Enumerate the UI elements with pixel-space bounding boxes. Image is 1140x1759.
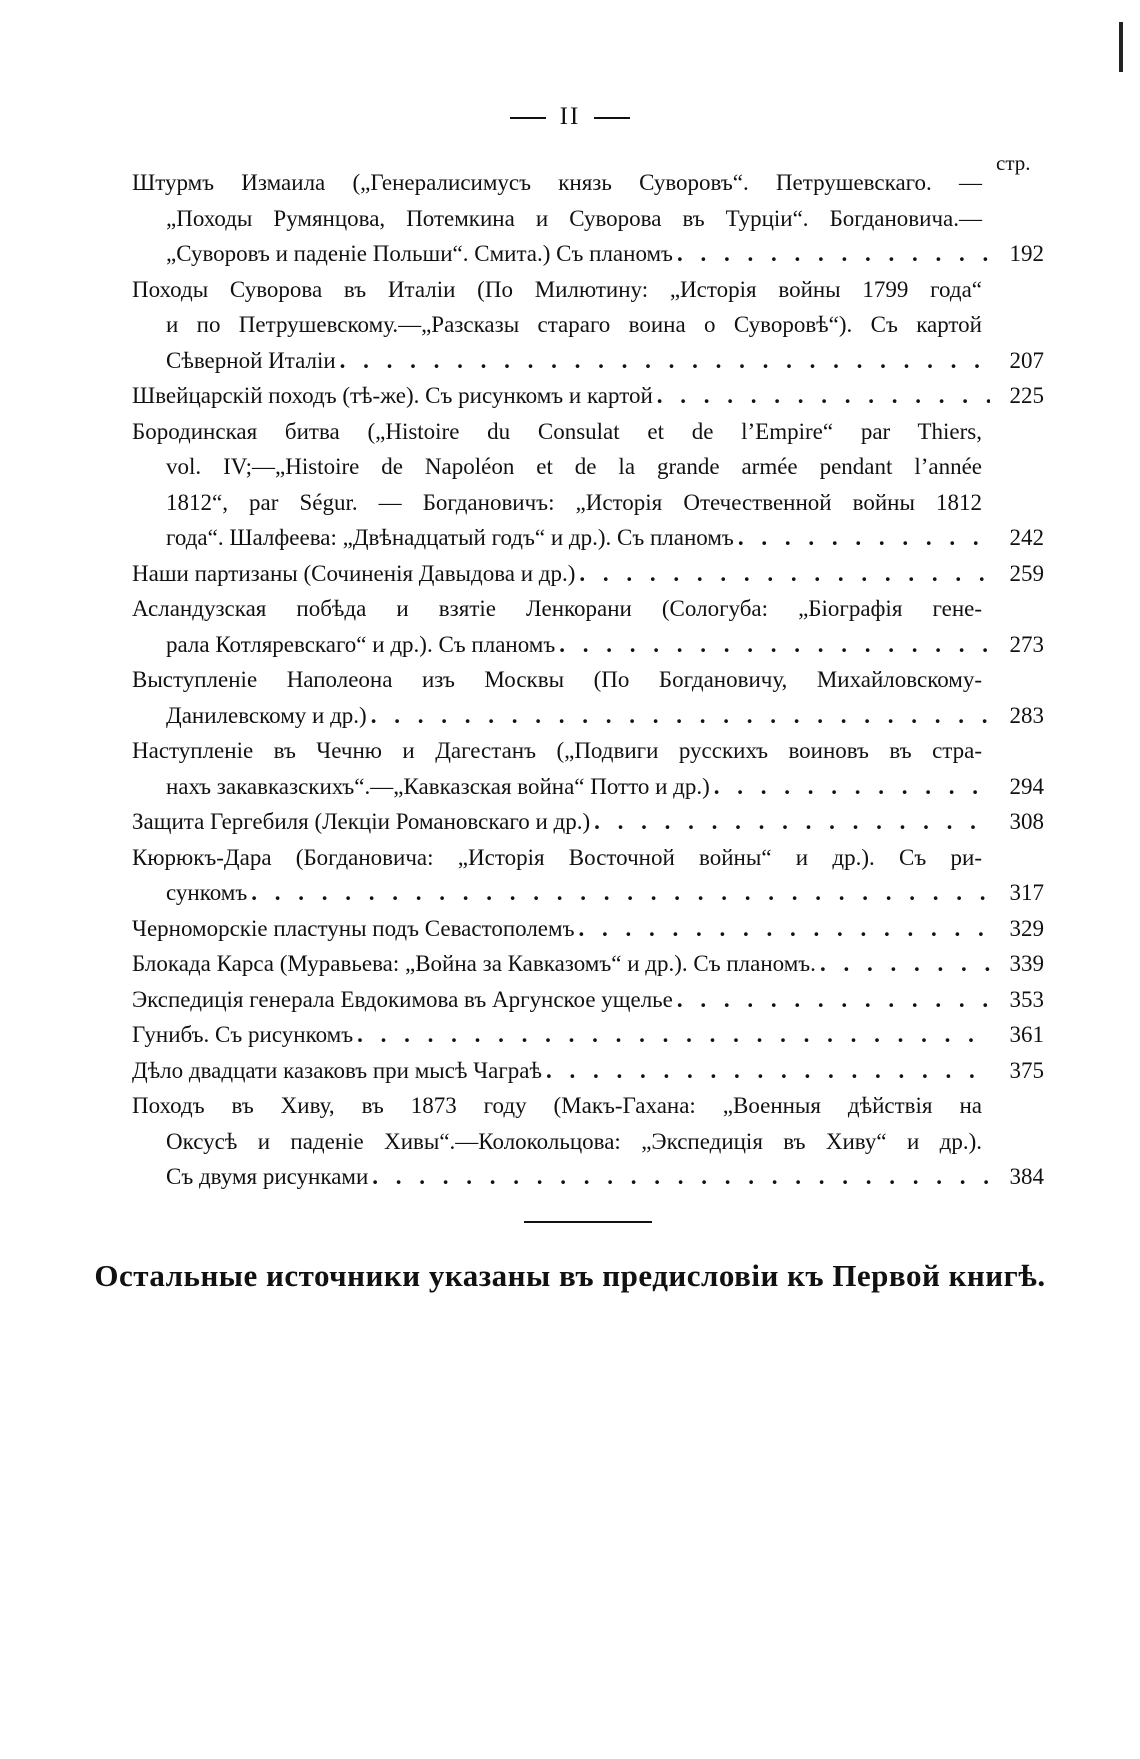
toc-entry-page: 339 bbox=[1009, 951, 1044, 976]
toc-entry bbox=[132, 804, 1044, 840]
toc-entry-last-line bbox=[132, 520, 1044, 556]
page-column-label: стр. bbox=[996, 151, 1031, 175]
toc-entry-page: 192 bbox=[1009, 241, 1044, 266]
toc-entry-line: Выступленіе Наполеона изъ Москвы (По Богдановичу, Михайловскому- bbox=[132, 667, 982, 692]
toc-entry-page: 375 bbox=[1009, 1057, 1044, 1083]
dot-leader bbox=[673, 236, 990, 272]
dot-leader bbox=[653, 378, 990, 414]
toc-entry bbox=[132, 662, 1044, 733]
dot-leader bbox=[247, 875, 990, 911]
toc-entry-line: „Походы Румянцова, Потемкина и Суворова въ Турціи“. Богдановича.— bbox=[166, 205, 982, 231]
header-dash-left bbox=[510, 117, 546, 119]
toc-entry-title: Гунибъ. Съ рисункомъ bbox=[132, 1022, 354, 1047]
toc-entry-page: 273 bbox=[1009, 631, 1044, 657]
toc-entry-page: 225 bbox=[1009, 383, 1044, 408]
toc-entry bbox=[132, 556, 1044, 592]
toc-entry-line: Кюрюкъ-Дара (Богдановича: „Исторія Восточной войны“ и др.). Съ ри- bbox=[132, 844, 982, 870]
toc-entry bbox=[132, 733, 1044, 804]
dot-leader bbox=[575, 556, 990, 592]
toc-entry-title: года“. Шалфеева: „Двѣнадцатый годъ“ и др.). Съ планомъ bbox=[166, 525, 734, 550]
toc-entry-line: Штурмъ Измаила („Генералисимусъ князь Суворовъ“. Петрушевскаго. — bbox=[132, 170, 982, 195]
dot-leader bbox=[368, 1159, 990, 1195]
toc-entry-line: Наступленіе въ Чечню и Дагестанъ („Подвиги русскихъ воиновъ въ стра- bbox=[132, 738, 982, 763]
toc-entry bbox=[132, 591, 1044, 662]
toc-entry-title: сункомъ bbox=[166, 880, 248, 905]
toc-entry-page: 283 bbox=[1009, 702, 1044, 728]
toc-entry-last-line bbox=[132, 343, 1044, 379]
toc-entry-last-line bbox=[132, 698, 1044, 734]
toc-entry-line: Бородинская битва („Histoire du Consulat et de l’Empire“ par Thiers, bbox=[132, 418, 982, 444]
toc-entry-line: Походы Суворова въ Италіи (По Милютину: „Исторія войны 1799 года“ bbox=[132, 276, 982, 302]
toc-entry-line: Походъ въ Хиву, въ 1873 году (Макъ-Гахана: „Военныя дѣйствія на bbox=[132, 1093, 982, 1118]
toc-entry-last-line bbox=[132, 1053, 1044, 1089]
toc-entry-page: 353 bbox=[1009, 986, 1044, 1012]
dot-leader bbox=[574, 911, 990, 947]
toc-entry-line: Асландузская побѣда и взятіе Ленкорани (Сологуба: „Біографія гене- bbox=[132, 596, 982, 621]
toc-entry-title: Дѣло двадцати казаковъ при мысѣ Чаграѣ bbox=[132, 1057, 542, 1083]
scan-edge-mark bbox=[1119, 22, 1123, 72]
toc-entry-last-line bbox=[132, 1017, 1044, 1053]
toc-entry-page: 317 bbox=[1009, 880, 1044, 905]
toc-entry bbox=[132, 1053, 1044, 1089]
table-of-contents bbox=[132, 165, 1044, 1195]
toc-entry bbox=[132, 378, 1044, 414]
toc-entry-line: и по Петрушевскому.—„Разсказы стараго воина о Суворовѣ“). Съ картой bbox=[166, 312, 982, 337]
dot-leader bbox=[710, 769, 990, 805]
toc-entry-last-line bbox=[132, 769, 1044, 805]
toc-entry bbox=[132, 911, 1044, 947]
toc-entry-title: Данилевскому и др.) bbox=[166, 702, 367, 728]
toc-entry-last-line bbox=[132, 911, 1044, 947]
toc-entry-page: 308 bbox=[1009, 809, 1044, 834]
toc-entry-title: Блокада Карса (Муравьева: „Война за Кавказомъ“ и др.). Съ планомъ. bbox=[132, 951, 816, 976]
toc-entry-page: 259 bbox=[1009, 560, 1044, 586]
toc-entry-page: 242 bbox=[1009, 525, 1044, 550]
toc-entry-title: рала Котляревскаго“ и др.). Съ планомъ bbox=[166, 631, 556, 657]
separator-rule bbox=[524, 1221, 652, 1223]
toc-entry-title: Экспедиція генерала Евдокимова въ Аргунское ущелье bbox=[132, 986, 673, 1012]
toc-entry-line: 1812“, par Ségur. — Богдановичъ: „Исторія Отечественной войны 1812 bbox=[166, 489, 982, 515]
toc-entry-title: Съ двумя рисунками bbox=[166, 1164, 369, 1189]
toc-entry-last-line bbox=[132, 982, 1044, 1018]
toc-entry-line: Оксусѣ и паденіе Хивы“.—Колокольцова: „Экспедиція въ Хиву“ и др.). bbox=[166, 1128, 982, 1154]
dot-leader bbox=[542, 1053, 990, 1089]
toc-entry-last-line bbox=[132, 556, 1044, 592]
dot-leader bbox=[555, 627, 990, 663]
toc-entry-last-line bbox=[132, 1159, 1044, 1195]
toc-entry-line: vol. IV;—„Histoire de Napoléon et de la grande armée pendant l’année bbox=[166, 454, 982, 479]
toc-entry-page: 294 bbox=[1009, 773, 1044, 799]
toc-entry-page: 384 bbox=[1009, 1164, 1044, 1189]
toc-entry-title: Наши партизаны (Сочиненія Давыдова и др.) bbox=[132, 560, 576, 586]
toc-entry-title: Сѣверной Италіи bbox=[166, 347, 336, 373]
toc-entry-last-line bbox=[132, 875, 1044, 911]
page-number: II bbox=[559, 103, 581, 130]
toc-entry-title: „Суворовъ и паденіе Польши“. Смита.) Съ планомъ bbox=[166, 241, 673, 266]
toc-entry-last-line bbox=[132, 804, 1044, 840]
toc-entry-last-line bbox=[132, 946, 1044, 982]
toc-entry bbox=[132, 1017, 1044, 1053]
page-header bbox=[0, 103, 1140, 131]
dot-leader bbox=[336, 343, 990, 379]
toc-entry bbox=[132, 1088, 1044, 1195]
toc-entry-title: Защита Гергебиля (Лекціи Романовскаго и др.) bbox=[132, 809, 591, 834]
toc-entry-title: нахъ закавказскихъ“.—„Кавказская война“ Потто и др.) bbox=[166, 773, 710, 799]
dot-leader bbox=[673, 982, 990, 1018]
dot-leader bbox=[590, 804, 990, 840]
toc-entry-title: Черноморскіе пластуны подъ Севастополемъ bbox=[132, 915, 575, 941]
toc-entry-page: 361 bbox=[1009, 1022, 1044, 1047]
toc-entry-page: 207 bbox=[1009, 347, 1044, 373]
toc-entry bbox=[132, 414, 1044, 556]
toc-entry bbox=[132, 982, 1044, 1018]
toc-entry bbox=[132, 272, 1044, 379]
toc-entry-title: Швейцарскій походъ (тѣ-же). Съ рисункомъ и картой bbox=[132, 383, 653, 408]
toc-entry-last-line bbox=[132, 236, 1044, 272]
toc-entry-page: 329 bbox=[1009, 915, 1044, 941]
dot-leader bbox=[734, 520, 990, 556]
dot-leader bbox=[353, 1017, 990, 1053]
header-dash-right bbox=[594, 117, 630, 119]
dot-leader bbox=[367, 698, 990, 734]
toc-entry-last-line bbox=[132, 627, 1044, 663]
toc-entry bbox=[132, 946, 1044, 982]
toc-entry bbox=[132, 840, 1044, 911]
toc-entry bbox=[132, 165, 1044, 272]
footer-note: Остальные источники указаны въ предисловіи къ Первой книгѣ. bbox=[94, 1258, 1046, 1293]
dot-leader bbox=[816, 946, 990, 982]
toc-entry-last-line bbox=[132, 378, 1044, 414]
